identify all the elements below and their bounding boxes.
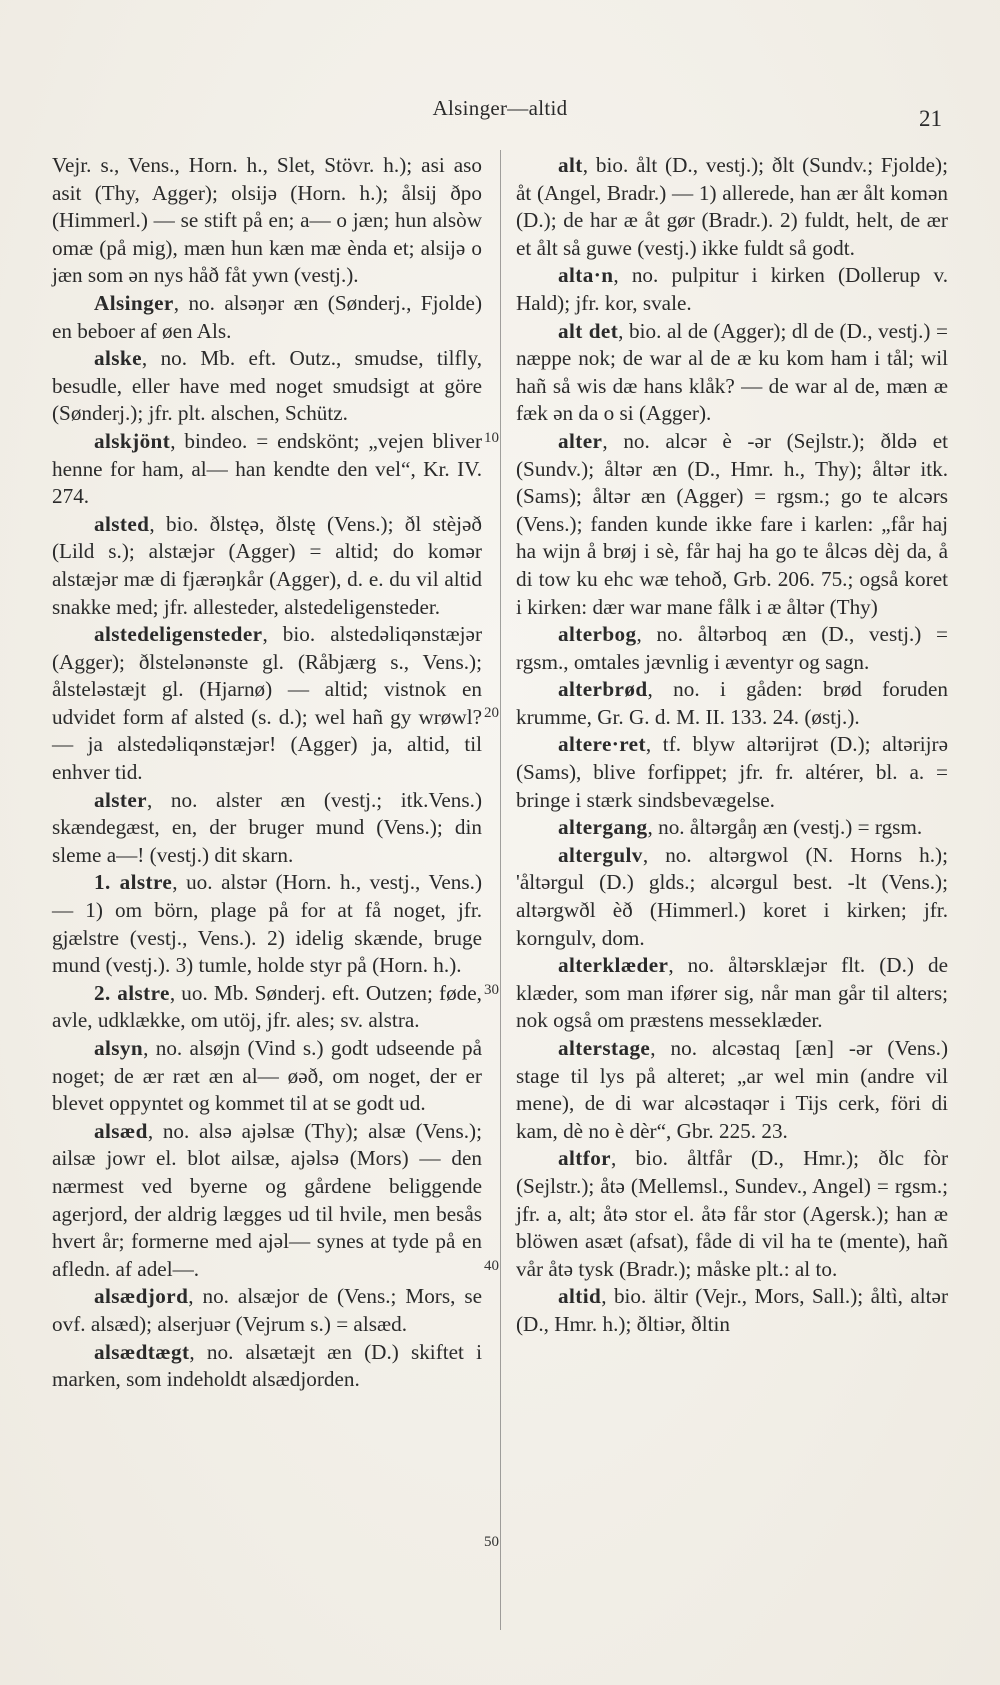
entry-alt bbox=[516, 152, 948, 262]
entry-alterbrod bbox=[516, 676, 948, 731]
column-divider bbox=[500, 150, 501, 1630]
entry-alstre-1 bbox=[52, 869, 482, 979]
entry-altid bbox=[516, 1283, 948, 1338]
entry-text: , no. alsəŋər æn (Sønderj., Fjolde) en beboer af øen Als. bbox=[52, 290, 482, 343]
entry-headword: altid bbox=[558, 1284, 602, 1309]
entry-headword: alt det bbox=[558, 318, 619, 343]
entry-text: , no. alster æn (vestj.; itk.Vens.) skændegæst, en, der bruger mund (Vens.); din sleme a—! (vestj.) dit skarn. bbox=[52, 787, 482, 867]
entry-altfor bbox=[516, 1145, 948, 1283]
entry-headword: alsædtægt bbox=[94, 1339, 190, 1364]
entry-text: , bio. ðlstęə, ðlstę (Vens.); ðl stèjəð (Lild s.); alstæjər (Agger) = altid; do komər alstæjər mæ di fjærəŋkår (Agger), d. e. du vil altid snakke med; jfr. allesteder, alstedeligensteder. bbox=[52, 511, 482, 619]
entry-headword: altergang bbox=[558, 815, 648, 840]
entry-text: , no. alsøjn (Vind s.) godt udseende på noget; de ær ræt æn al— øəð, om noget, der er blevet oppyntet og kommet til at se godt ud. bbox=[52, 1036, 482, 1116]
entry-headword: Alsinger bbox=[94, 290, 174, 315]
entry-text: , tf. blyw altərijrət (D.); altərijrə (Sams), blive forfippet; jfr. fr. altérer, bl. a. = bringe i stærk sindsbevægelse. bbox=[516, 732, 948, 812]
entry-text: , bio. al de (Agger); dl de (D., vestj.) = næppe nok; de war al de æ ku kom ham i tål; wil hañ så wis dæ hans klåk? — de war al de, mæn æ fæk ən da o si (Agger). bbox=[516, 318, 948, 426]
right-column bbox=[516, 152, 948, 1339]
line-number-20: 20 bbox=[484, 705, 499, 721]
entry-alter bbox=[516, 428, 948, 621]
entry-text: , no. alsə ajəlsæ (Thy); alsæ (Vens.); ailsæ jowr el. blot ailsæ, ajəlsə (Mors) — den nærmest ved byerne og gårdene beliggende agerjord, der aldrig lægges ud til hvile, men besås hvert år; formerne med ajəl— synes at tyde på en afledn. af adel—. bbox=[52, 1118, 482, 1281]
entry-alsaedtaegt bbox=[52, 1339, 482, 1394]
entry-text: , no. alsæjor de (Vens.; Mors, se ovf. alsæd); alserjuər (Vejrum s.) = alsæd. bbox=[52, 1284, 482, 1336]
entry-text: , bio. alstedəliqənstæjər (Agger); ðlstelənənste gl. (Råbjærg s., Vens.); ålstelǝstæjt gl. (Hjarnø) — altid; vistnok en udvidet form af alsted (s. d.); wel hañ gy wrøwl? — ja alstedəliqənstæjər! (Agger) ja, altid, til enhver tid. bbox=[52, 622, 482, 785]
entry-text: , uo. Mb. Sønderj. eft. Outzen; føde, avle, udklække, om utöj, jfr. ales; sv. alstra. bbox=[52, 980, 482, 1033]
entry-headword: 1. alstre bbox=[94, 870, 173, 895]
entry-text: , no. Mb. eft. Outz., smudse, tilfly, besudle, eller have med noget smudsigt at göre (Sønderj.); jfr. plt. alschen, Schütz. bbox=[52, 346, 482, 426]
entry-headword: alske bbox=[94, 346, 142, 371]
entry-text: , bio. ältir (Vejr., Mors, Sall.); åltì, altər (D., Hmr. h.); ðltiər, ðltin bbox=[516, 1284, 948, 1336]
entry-text: , uo. alstər (Horn. h., vestj., Vens.) — 1) om börn, plage på for at få noget, jfr. gjælstre (vestj., Vens.). 2) idelig skænde, bruge mund (vestj.). 3) tumle, holde styr på (Horn. h.). bbox=[52, 870, 482, 978]
entry-altan bbox=[516, 262, 948, 317]
entry-headword: alterstage bbox=[558, 1036, 651, 1060]
entry-headword: altfor bbox=[558, 1146, 611, 1171]
entry-altergang bbox=[516, 814, 948, 842]
entry-altereret bbox=[516, 731, 948, 814]
entry-text: , no. i gåden: brød foruden krumme, Gr. G. d. M. II. 133. 24. (østj.). bbox=[516, 677, 948, 729]
entry-headword: 2. alstre bbox=[94, 980, 170, 1005]
entry-headword: alterbrød bbox=[558, 677, 648, 702]
entry-text: , bio. ålt (D., vestj.); ðlt (Sundv.; Fjolde); åt (Angel, Bradr.) — 1) allerede, han ær ålt komən (D.); de har æ åt gør (Bradr.). 2) fuldt, helt, de ær et ålt så guwe (vestj.) ikke fuldt så godt. bbox=[516, 153, 948, 260]
entry-text: , no. altərgwol (N. Horns h.); 'åltərgul (D.) glds.; alcərgul best. -lt (Vens.); altərgwðl èð (Himmerl.) koret i kirken; jfr. korngulv, dom. bbox=[516, 842, 948, 950]
entry-text: , no. åltərgåŋ æn (vestj.) = rgsm. bbox=[647, 815, 923, 840]
entry-text: , no. åltərsklæjər flt. (D.) de klæder, som man ifører sig, når man går til alters; nok også om præstens messeklæder. bbox=[516, 953, 948, 1033]
line-number-40: 40 bbox=[484, 1258, 499, 1274]
line-number-50: 50 bbox=[484, 1534, 499, 1550]
entry-headword: alterbog bbox=[558, 622, 637, 647]
entry-text: Vejr. s., Vens., Horn. h., Slet, Stövr. h.); asi aso asit (Thy, Agger); olsijə (Horn. h.); ålsij ðpo (Himmerl.) — se stift på en; a— o jæn; hun alsòw omæ (på mig), mæn hun kæn mæ ènda et; alsijə o jæn som ən nys håð fåt ywn (vestj.). bbox=[52, 153, 482, 288]
line-number-30: 30 bbox=[484, 982, 499, 998]
entry-continuation bbox=[52, 152, 482, 290]
entry-headword: alskjönt bbox=[94, 428, 171, 453]
entry-headword: alsædjord bbox=[94, 1284, 189, 1309]
entry-headword: alsæd bbox=[94, 1118, 148, 1143]
entry-text: , bio. åltfår (D., Hmr.); ðlc fòr (Sejlstr.); åtə (Mellemsl., Sundev., Angel) = rgsm.; jfr. a, alt; åtə stor el. åtə får stor (Agersk.); han æ blöwen asæt (afsat), fåde di vil ha te (mente), hañ vår åtə tysk (Bradr.); måske plt.: al to. bbox=[516, 1146, 948, 1281]
entry-alt-det bbox=[516, 318, 948, 428]
entry-alsted bbox=[52, 511, 482, 621]
entry-alskjont bbox=[52, 428, 482, 511]
entry-alske bbox=[52, 345, 482, 428]
entry-alsaed bbox=[52, 1118, 482, 1284]
entry-text: , no. alcəstaq [æn] -ər (Vens.) stage til lys på alteret; „ar wel min (andre vil mene), de di war alcəstaqər i Tijs cerk, föri di kam, dè no è dèr“, Gbr. 225. 23. bbox=[516, 1036, 948, 1143]
page-number: 21 bbox=[919, 106, 942, 131]
entry-altergulv bbox=[516, 842, 948, 952]
entry-headword: alta·n bbox=[558, 263, 614, 288]
entry-alsaedjord bbox=[52, 1283, 482, 1338]
entry-alster bbox=[52, 787, 482, 870]
entry-alsyn bbox=[52, 1035, 482, 1118]
entry-headword: alter bbox=[558, 428, 603, 453]
entry-alsinger bbox=[52, 290, 482, 345]
entry-alterbog bbox=[516, 621, 948, 676]
entry-headword: alstedeligensteder bbox=[94, 622, 263, 647]
entry-headword: alster bbox=[94, 787, 147, 812]
line-number-10: 10 bbox=[484, 430, 499, 446]
entry-alstedeligensteder bbox=[52, 621, 482, 787]
entry-headword: alsyn bbox=[94, 1036, 144, 1060]
entry-alterstage bbox=[516, 1035, 948, 1145]
running-title: Alsinger—altid bbox=[432, 96, 568, 120]
entry-headword: altere·ret bbox=[558, 732, 646, 757]
entry-headword: alterklæder bbox=[558, 953, 669, 978]
entry-text: , no. alcər è -ər (Sejlstr.); ðldə et (Sundv.); åltər æn (D., Hmr. h., Thy); åltər itk. (Sams); åltər æn (Agger) = rgsm.; go te alcərs (Vens.); fanden kunde ikke fare i karlen: „får haj ha wijn å brøj i sè, får haj ha go te ålcəs dèj da, å di tow ku ehc wæ tehoð, Grb. 206. 75.; også koret i kirken: dær war mane fålk i æ åltər (Thy) bbox=[516, 428, 948, 619]
entry-headword: altergulv bbox=[558, 842, 643, 867]
entry-headword: alt bbox=[558, 153, 583, 177]
entry-alstre-2 bbox=[52, 980, 482, 1035]
entry-text: , bindeo. = endskönt; „vejen bliver henne for ham, al— han kendte den vel“, Kr. IV. 274. bbox=[52, 428, 482, 509]
left-column bbox=[52, 152, 482, 1394]
entry-text: , no. åltərboq æn (D., vestj.) = rgsm., omtales jævnlig i æventyr og sagn. bbox=[516, 622, 948, 674]
entry-headword: alsted bbox=[94, 511, 150, 536]
entry-text: , no. alsætæjt æn (D.) skiftet i marken, som indeholdt alsædjorden. bbox=[52, 1339, 482, 1392]
entry-alterklaeder bbox=[516, 952, 948, 1035]
entry-text: , no. pulpitur i kirken (Dollerup v. Hald); jfr. kor, svale. bbox=[516, 263, 948, 315]
